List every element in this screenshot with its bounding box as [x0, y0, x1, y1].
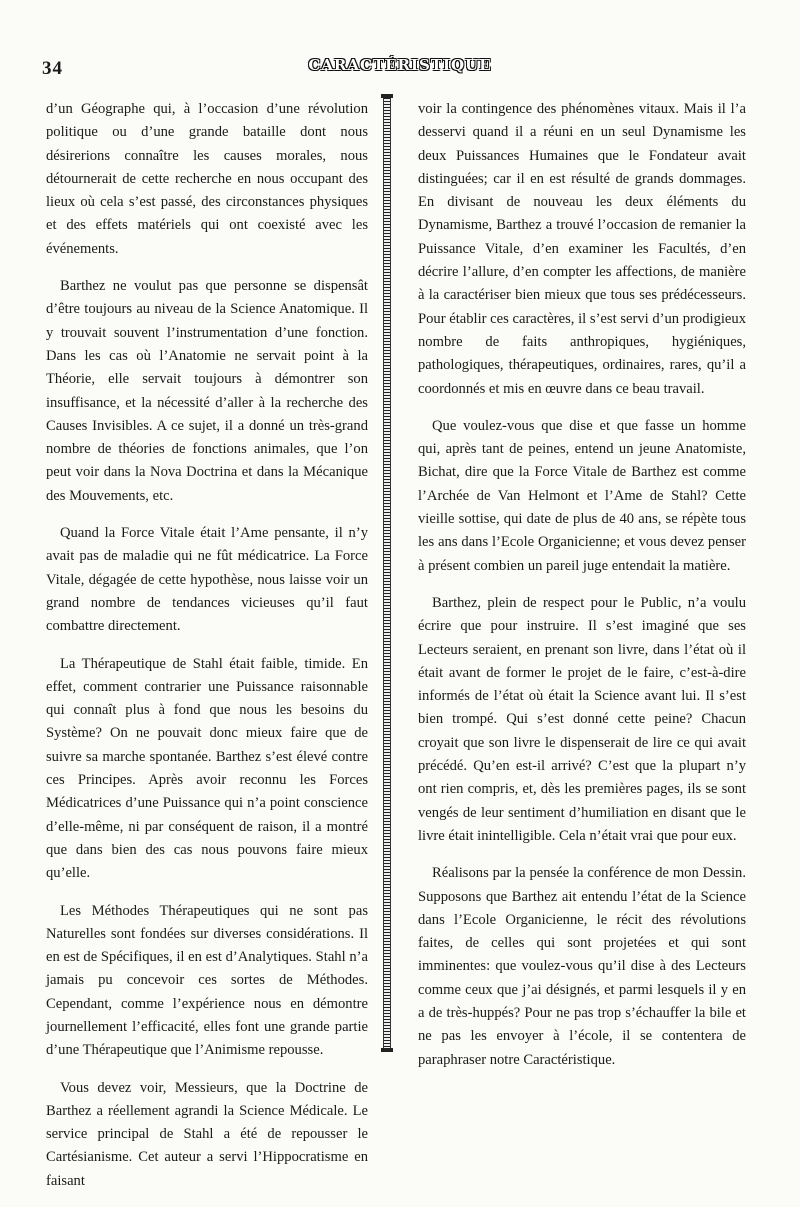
- paragraph: d’un Géographe qui, à l’occasion d’une révolution politique ou d’une grande bataille dont nous désirerions connaître les causes morales, nous détournerait de cette recherche en nous occupant des lieux où cela s’est passé, des circonstances physiques et des effets matériels qui ont coexisté avec les événements.: [46, 101, 368, 257]
- page-number: 34: [42, 58, 63, 79]
- paragraph: voir la contingence des phénomènes vitaux. Mais il l’a desservi quand il a réuni en un seul Dynamisme les deux Puissances Humaines que le Fondateur avait distinguées; car il en est résulté de grands dommages. En divisant de nouveau les deux éléments du Dynamisme, Barthez a trouvé l’occasion de remanier la Puissance Vitale, d’en examiner les Facultés, d’en décrire l’allure, d’en compter les affections, de manière à la caractériser bien mieux que tous ses prédécesseurs. Pour établir ces caractères, il s’est servi d’un prodigieux nombre de faits anthropiques, hygiéniques, pathologiques, thérapeutiques, ordinaires, rares, qu’il a coordonnés et mis en œuvre dans ce beau travail.: [418, 101, 746, 397]
- running-head: CARACTÉRISTIQUE: [308, 56, 492, 74]
- paragraph: Barthez, plein de respect pour le Public, n’a voulu écrire que pour instruire. Il s’est imaginé que ses Lecteurs seraient, en prenant son livre, dans l’état où il était avant de former le projet de le faire, c’est-à-dire informés de l’état où était la Science avant lui. Il s’est bien trompé. Qui s’est donné cette peine? Chacun croyait que son livre le dispenserait de lire ce qui avait précédé. Qu’en est-il arrivé? C’est que la plupart n’y ont rien compris, et, dès les premières pages, ils se sont vengés de leur sentiment d’humiliation en disant que le livre était inintelligible. Cela n’était vrai que pour eux.: [418, 594, 746, 844]
- paragraph: Quand la Force Vitale était l’Ame pensante, il n’y avait pas de maladie qui ne fût médicatrice. La Force Vitale, dégagée de cette hypothèse, nous laisse voir un grand nombre de tendances vicieuses qu’il faut combattre directement.: [46, 525, 368, 635]
- paragraph: La Thérapeutique de Stahl était faible, timide. En effet, comment contrarier une Puissance raisonnable qui connaît plus à fond que nous les besoins du Système? On ne pouvait donc mieux faire que de suivre sa marche spontanée. Barthez s’est élevé contre ces Principes. Après avoir reconnu les Forces Médicatrices d’une Puissance qui n’a point conscience d’elle-même, ni par conséquent de raison, il a montré que dans bien des cas nous pouvons faire mieux qu’elle.: [46, 655, 368, 882]
- paragraph: Barthez ne voulut pas que personne se dispensât d’être toujours au niveau de la Science Anatomique. Il y trouvait souvent l’instrumentation d’une fonction. Dans les cas où l’Anatomie ne servait point à la Théorie, elle servait toujours à démontrer son insuffisance, et la nécessité d’aller à la recherche des Causes Invisibles. A ce sujet, il a donné un très-grand nombre de théories de fonctions animales, que l’on peut voir dans la Nova Doctrina et dans la Mécanique des Mouvements, etc.: [46, 278, 368, 504]
- paragraph: Que voulez-vous que dise et que fasse un homme qui, après tant de peines, entend un jeune Anatomiste, Bichat, dire que la Force Vitale de Barthez est comme l’Archée de Van Helmont et l’Ame de Stahl? Cette vieille sottise, qui date de plus de 40 ans, se répète tous les ans dans l’Ecole Organicienne; et vous devez penser à présent combien un pareil juge entendait la matière.: [418, 417, 746, 574]
- paragraph: Vous devez voir, Messieurs, que la Doctrine de Barthez a réellement agrandi la Science Médicale. Le service principal de Stahl a été de repousser le Cartésianisme. Cet auteur a servi l’Hippocratisme en faisant: [46, 1079, 368, 1189]
- left-column: [46, 98, 368, 1207]
- ornamental-column-rule: [383, 98, 391, 1048]
- paragraph: Les Méthodes Thérapeutiques qui ne sont pas Naturelles sont fondées sur diverses considérations. Il en est de Spécifiques, il en est d’Analytiques. Stahl n’a jamais pu concevoir ces sortes de Méthodes. Cependant, comme l’expérience nous en démontre journellement l’efficacité, elles font une grande partie d’une Thérapeutique que l’Animisme repousse.: [46, 902, 368, 1059]
- paragraph: Réalisons par la pensée la conférence de mon Dessin. Supposons que Barthez ait entendu l’état de la Science dans l’Ecole Organicienne, le récit des révolutions faites, de celles qui sont projetées et qui sont imminentes: que voulez-vous qu’il dise à des Lecteurs comme ceux que j’ai désignés, et parmi lesquels il y en a de très-huppés? Pour ne pas trop s’échauffer la bile et ne pas les envoyer à l’école, il se contentera de paraphraser notre Caractéristique.: [418, 865, 746, 1068]
- right-column: [418, 98, 746, 1086]
